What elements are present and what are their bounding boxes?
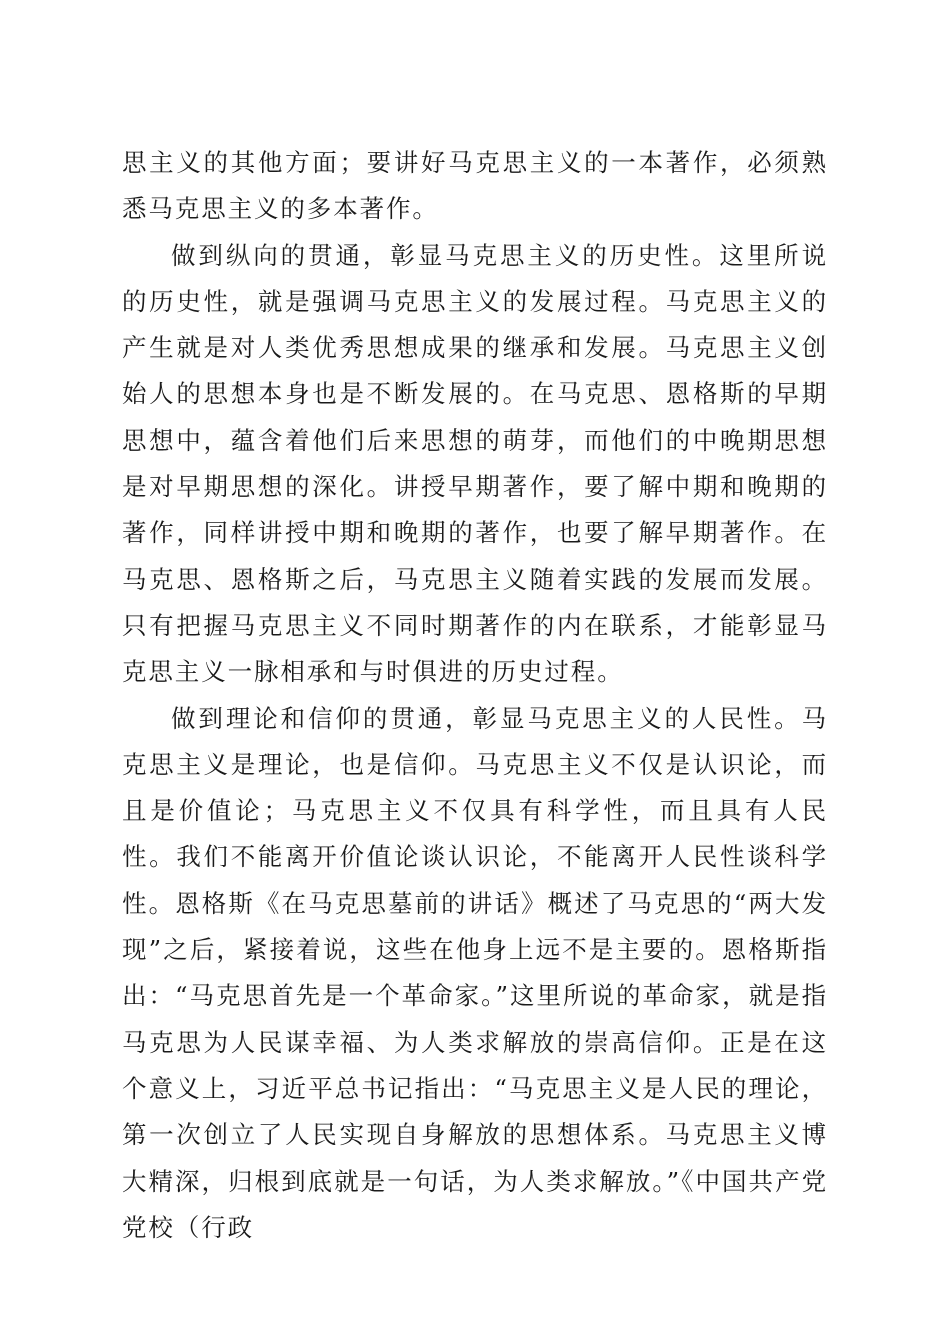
paragraph-continuation: 思主义的其他方面；要讲好马克思主义的一本著作，必须熟悉马克思主义的多本著作。 — [122, 148, 828, 224]
body-text — [122, 140, 828, 1251]
paragraph-historicity: 做到纵向的贯通，彰显马克思主义的历史性。这里所说的历史性，就是强调马克思主义的发展过程。马克思主义的产生就是对人类优秀思想成果的继承和发展。马克思主义创始人的思想本身也是不断发展的。在马克思、恩格斯的早期思想中，蕴含着他们后来思想的萌芽，而他们的中晚期思想是对早期思想的深化。讲授早期著作，要了解中期和晚期的著作，同样讲授中期和晚期的著作，也要了解早期著作。在马克思、恩格斯之后，马克思主义随着实践的发展而发展。只有把握马克思主义不同时期著作的内在联系，才能彰显马克思主义一脉相承和与时俱进的历史过程。 — [122, 240, 828, 687]
paragraph-people-nature: 做到理论和信仰的贯通，彰显马克思主义的人民性。马克思主义是理论，也是信仰。马克思主义不仅是认识论，而且是价值论；马克思主义不仅具有科学性，而且具有人民性。我们不能离开价值论谈认识论，不能离开人民性谈科学性。恩格斯《在马克思墓前的讲话》概述了马克思的“两大发现”之后，紧接着说，这些在他身上远不是主要的。恩格斯指出：“马克思首先是一个革命家。”这里所说的革命家，就是指马克思为人民谋幸福、为人类求解放的崇高信仰。正是在这个意义上，习近平总书记指出：“马克思主义是人民的理论，第一次创立了人民实现自身解放的思想体系。马克思主义博大精深，归根到底就是一句话，为人类求解放。”《中国共产党党校（行政 — [122, 703, 828, 1242]
